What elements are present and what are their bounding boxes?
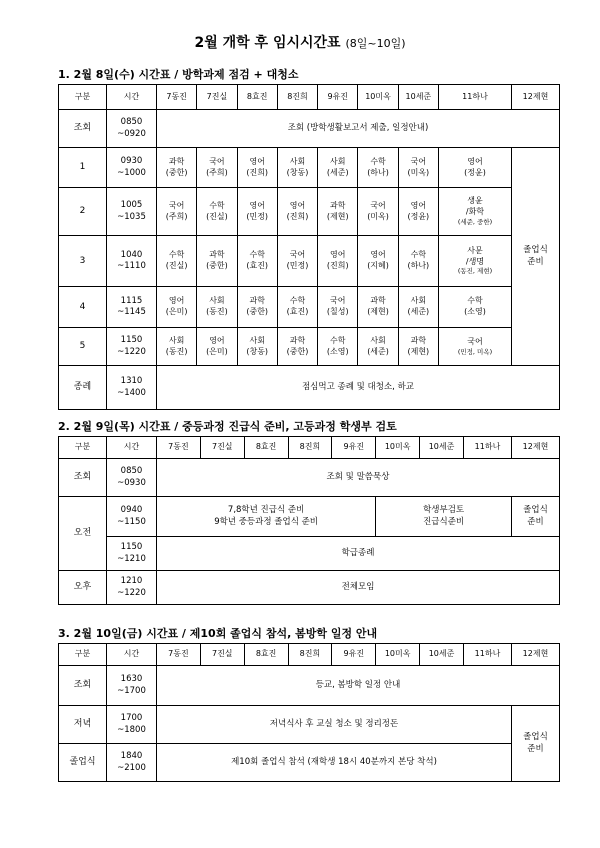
section-heading-3: 3. 2월 10일(금) 시간표 / 제10회 졸업식 참석, 봄방학 일정 안내 <box>58 627 378 640</box>
time-cell: 0930 ~1000 <box>107 148 157 188</box>
time-cell: 1210 ~1220 <box>107 571 157 605</box>
period-label: 3 <box>59 236 107 287</box>
period-row <box>59 148 560 188</box>
subject-cell: 수학 (효진) <box>237 236 277 287</box>
row-label: 오후 <box>59 571 107 605</box>
subject-cell-12: 영어 (정윤) <box>439 148 512 188</box>
subject-cell: 과학 (제현) <box>358 287 398 328</box>
time-cell: 1040 ~1110 <box>107 236 157 287</box>
subject-cell: 수학 (진실) <box>157 236 197 287</box>
column-header: 7동진 <box>157 85 197 110</box>
time-cell: 0940 ~1150 <box>107 497 157 537</box>
period-row <box>59 287 560 328</box>
graduation-prep-cell: 졸업식 준비 <box>512 706 560 782</box>
timetable-day1 <box>58 84 560 410</box>
subject-cell: 과학 (제현) <box>398 328 438 366</box>
subject-cell: 영어 (민정) <box>237 188 277 236</box>
column-header: 8진희 <box>288 437 332 459</box>
column-header: 8효진 <box>244 644 288 666</box>
column-header: 11하나 <box>439 85 512 110</box>
pm-activity: 전체모임 <box>157 571 560 605</box>
column-header: 구분 <box>59 644 107 666</box>
subject-cell: 사회 (동진) <box>157 328 197 366</box>
time-cell: 1840 ~2100 <box>107 744 157 782</box>
column-header: 11하나 <box>464 644 512 666</box>
row-label: 조회 <box>59 110 107 148</box>
subject-cell-12: 국어 (민정, 미옥) <box>439 328 512 366</box>
time-cell: 1150 ~1220 <box>107 328 157 366</box>
morning-activity: 조회 및 말씀묵상 <box>157 459 560 497</box>
row-label: 오전 <box>59 497 107 571</box>
period-label: 5 <box>59 328 107 366</box>
period-row <box>59 188 560 236</box>
column-header: 8진희 <box>277 85 317 110</box>
period-label: 4 <box>59 287 107 328</box>
subject-cell: 영어 (정윤) <box>398 188 438 236</box>
column-header: 12제현 <box>512 437 560 459</box>
time-cell: 1150 ~1210 <box>107 537 157 571</box>
time-cell: 0850 ~0930 <box>107 459 157 497</box>
column-header: 7동진 <box>157 644 201 666</box>
period-row <box>59 328 560 366</box>
column-header: 7진실 <box>197 85 237 110</box>
subject-cell: 영어 (진희) <box>318 236 358 287</box>
column-header: 7동진 <box>157 437 201 459</box>
column-header: 7진실 <box>200 644 244 666</box>
subject-cell: 국어 (미옥) <box>398 148 438 188</box>
subject-cell: 국어 (주희) <box>157 188 197 236</box>
am-activity-senior: 학생부검토 진급식준비 <box>376 497 512 537</box>
subject-cell: 사회 (세준) <box>358 328 398 366</box>
column-header: 9유진 <box>332 644 376 666</box>
subject-cell: 과학 (중한) <box>277 328 317 366</box>
subject-cell: 사회 (창동) <box>277 148 317 188</box>
subject-cell: 수학 (소영) <box>318 328 358 366</box>
subject-cell: 사회 (동진) <box>197 287 237 328</box>
morning-activity: 조회 (방학생활보고서 제출, 일정안내) <box>157 110 560 148</box>
column-header: 8효진 <box>237 85 277 110</box>
column-header: 7진실 <box>200 437 244 459</box>
column-header: 시간 <box>107 85 157 110</box>
schedule-row <box>59 666 560 706</box>
time-cell: 1005 ~1035 <box>107 188 157 236</box>
am-activity-graduation: 졸업식 준비 <box>512 497 560 537</box>
timetable-day2 <box>58 436 560 605</box>
row-label: 졸업식 <box>59 744 107 782</box>
schedule-row <box>59 744 560 782</box>
header-row <box>59 644 560 666</box>
am-activity-junior: 7,8학년 진급식 준비 9학년 중등과정 졸업식 준비 <box>157 497 376 537</box>
time-cell: 1630 ~1700 <box>107 666 157 706</box>
row-label: 조회 <box>59 459 107 497</box>
column-header: 시간 <box>107 437 157 459</box>
header-row <box>59 437 560 459</box>
column-header: 10미옥 <box>358 85 398 110</box>
subject-cell-12: 생윤 /화학 (세준, 중한) <box>439 188 512 236</box>
period-label: 2 <box>59 188 107 236</box>
graduation-prep-cell: 졸업식 준비 <box>512 148 560 366</box>
time-cell: 0850 ~0920 <box>107 110 157 148</box>
subject-cell: 과학 (중한) <box>237 287 277 328</box>
time-cell: 1310 ~1400 <box>107 366 157 410</box>
subject-cell: 영어 (진희) <box>277 188 317 236</box>
subject-cell: 영어 (지혜) <box>358 236 398 287</box>
subject-cell-12: 사문 /생명 (동진, 제현) <box>439 236 512 287</box>
row-label: 종례 <box>59 366 107 410</box>
column-header: 9유진 <box>332 437 376 459</box>
activity-cell: 저녁식사 후 교실 청소 및 정리정돈 <box>157 706 512 744</box>
morning-row <box>59 459 560 497</box>
column-header: 8효진 <box>244 437 288 459</box>
am-activity: 학급종례 <box>157 537 560 571</box>
column-header: 11하나 <box>464 437 512 459</box>
am-row <box>59 537 560 571</box>
subject-cell: 영어 (은미) <box>157 287 197 328</box>
subject-cell: 수학 (하나) <box>398 236 438 287</box>
schedule-row <box>59 706 560 744</box>
time-cell: 1700 ~1800 <box>107 706 157 744</box>
column-header: 구분 <box>59 437 107 459</box>
column-header: 구분 <box>59 85 107 110</box>
row-label: 조회 <box>59 666 107 706</box>
subject-cell: 영어 (진희) <box>237 148 277 188</box>
column-header: 12제현 <box>512 644 560 666</box>
timetable-day3 <box>58 643 560 782</box>
activity-cell: 제10회 졸업식 참석 (재학생 18시 40분까지 본당 착석) <box>157 744 512 782</box>
subject-cell: 국어 (칠성) <box>318 287 358 328</box>
page-title: 2월 개학 후 임시시간표 (8일~10일) <box>194 35 406 51</box>
period-row <box>59 236 560 287</box>
subject-cell: 과학 (중한) <box>197 236 237 287</box>
column-header: 10세준 <box>420 644 464 666</box>
subject-cell: 사회 (세준) <box>398 287 438 328</box>
subject-cell: 사회 (세준) <box>318 148 358 188</box>
subject-cell: 국어 (주희) <box>197 148 237 188</box>
column-header: 10미옥 <box>376 437 420 459</box>
subject-cell: 수학 (하나) <box>358 148 398 188</box>
section-heading-2: 2. 2월 9일(목) 시간표 / 중등과정 진급식 준비, 고등과정 학생부 검토 <box>58 420 397 433</box>
column-header: 시간 <box>107 644 157 666</box>
am-row <box>59 497 560 537</box>
column-header: 10세준 <box>398 85 438 110</box>
subject-cell: 과학 (제현) <box>318 188 358 236</box>
header-row <box>59 85 560 110</box>
subject-cell: 수학 (진실) <box>197 188 237 236</box>
column-header: 10미옥 <box>376 644 420 666</box>
subject-cell: 영어 (은미) <box>197 328 237 366</box>
time-cell: 1115 ~1145 <box>107 287 157 328</box>
section-heading-1: 1. 2월 8일(수) 시간표 / 방학과제 점검 + 대청소 <box>58 68 299 81</box>
column-header: 12제현 <box>512 85 560 110</box>
row-label: 저녁 <box>59 706 107 744</box>
subject-cell: 사회 (창동) <box>237 328 277 366</box>
subject-cell: 과학 (중한) <box>157 148 197 188</box>
activity-cell: 등교, 봄방학 일정 안내 <box>157 666 560 706</box>
subject-cell-12: 수학 (소영) <box>439 287 512 328</box>
end-row <box>59 366 560 410</box>
end-activity: 점심먹고 종례 및 대청소, 하교 <box>157 366 560 410</box>
subject-cell: 국어 (미옥) <box>358 188 398 236</box>
column-header: 9유진 <box>318 85 358 110</box>
morning-row <box>59 110 560 148</box>
subject-cell: 수학 (효진) <box>277 287 317 328</box>
column-header: 10세준 <box>420 437 464 459</box>
column-header: 8진희 <box>288 644 332 666</box>
subject-cell: 국어 (민정) <box>277 236 317 287</box>
period-label: 1 <box>59 148 107 188</box>
pm-row <box>59 571 560 605</box>
